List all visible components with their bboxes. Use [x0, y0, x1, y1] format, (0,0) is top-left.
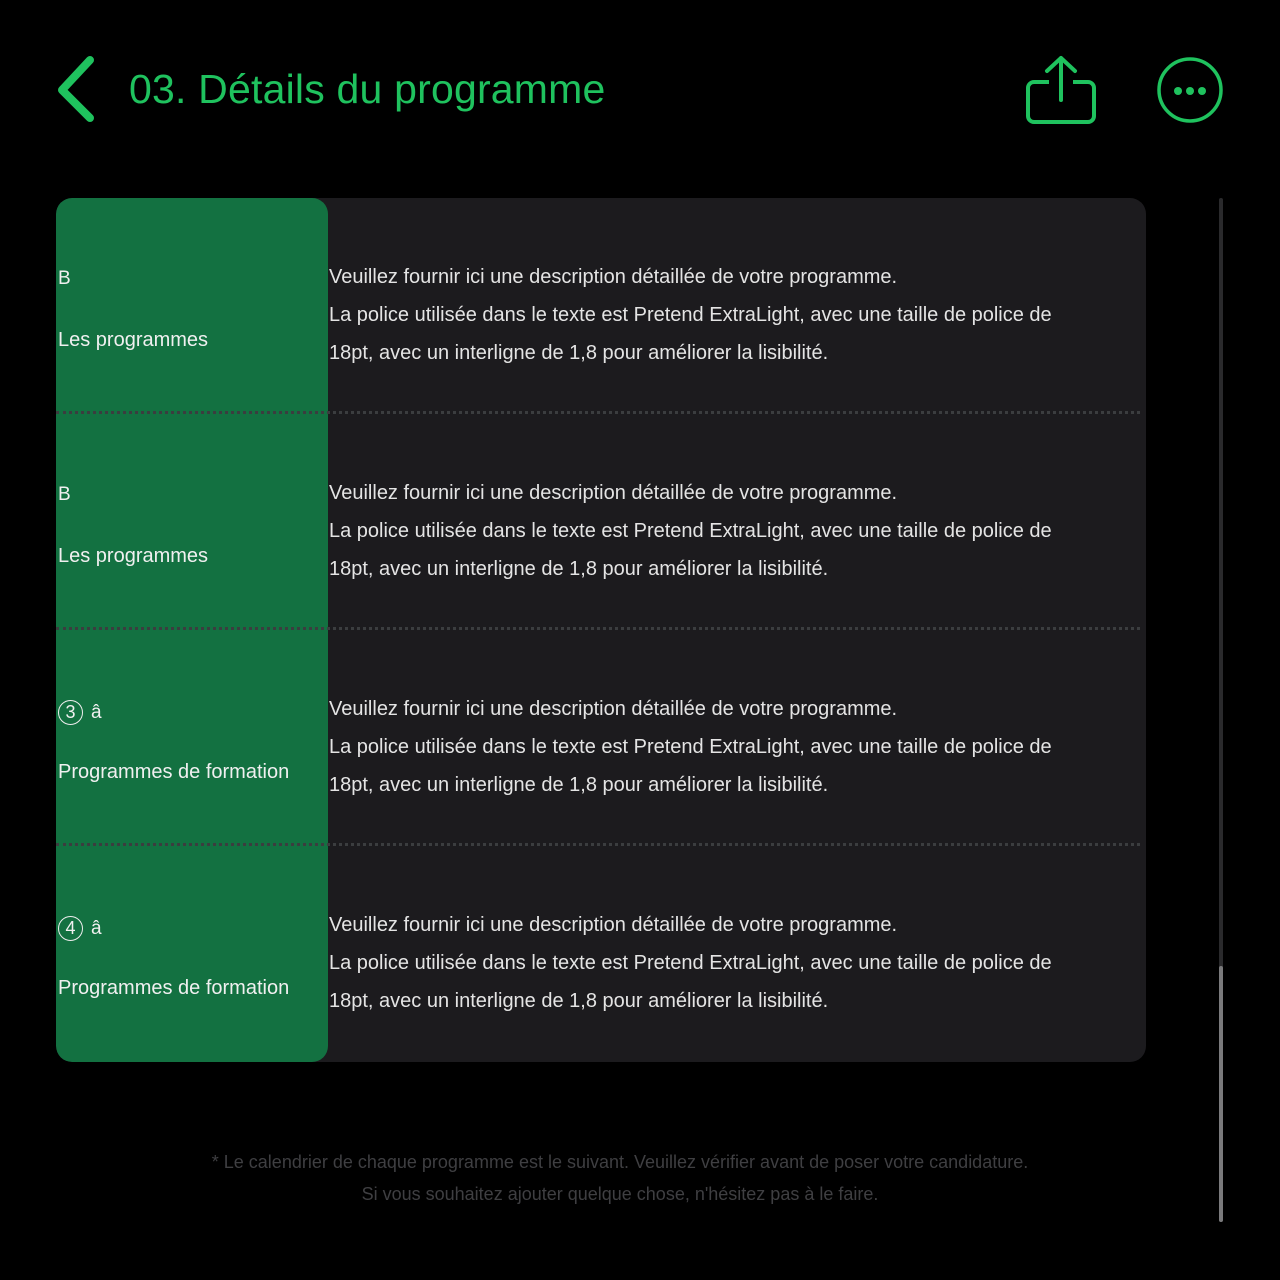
description-line: Veuillez fournir ici une description détaillée de votre programme.	[329, 266, 898, 288]
row-label: Programmes de formation	[58, 977, 290, 999]
description-line: 18pt, avec un interligne de 1,8 pour améliorer la lisibilité.	[329, 342, 829, 364]
footer-note	[0, 1146, 1240, 1210]
footer-line-1: * Le calendrier de chaque programme est le suivant. Veuillez vérifier avant de poser votre candidature.	[211, 1152, 1029, 1172]
share-icon	[1024, 54, 1098, 128]
description-line: La police utilisée dans le texte est Pretend ExtraLight, avec une taille de police de	[329, 304, 1052, 326]
row-badge	[58, 484, 71, 506]
description-line: 18pt, avec un interligne de 1,8 pour améliorer la lisibilité.	[329, 990, 829, 1012]
description-line: 18pt, avec un interligne de 1,8 pour améliorer la lisibilité.	[329, 774, 829, 796]
row-badge	[58, 268, 71, 290]
row-badge	[58, 916, 102, 941]
row-description	[329, 906, 1129, 1020]
more-icon	[1157, 57, 1223, 123]
badge-text: â	[91, 701, 102, 723]
row-label: Les programmes	[58, 329, 209, 351]
row-description	[329, 258, 1129, 372]
description-line: Veuillez fournir ici une description détaillée de votre programme.	[329, 698, 898, 720]
table-row	[56, 630, 1146, 846]
program-table	[56, 198, 1146, 1062]
row-label: Les programmes	[58, 545, 209, 567]
description-line: La police utilisée dans le texte est Pretend ExtraLight, avec une taille de police de	[329, 520, 1052, 542]
circled-number: 4	[58, 916, 83, 941]
description-line: La police utilisée dans le texte est Pretend ExtraLight, avec une taille de police de	[329, 952, 1052, 974]
description-line: Veuillez fournir ici une description détaillée de votre programme.	[329, 482, 898, 504]
chevron-left-icon	[52, 54, 100, 126]
badge-text: B	[58, 268, 71, 289]
table-row	[56, 846, 1146, 1062]
share-button[interactable]	[1024, 54, 1098, 128]
row-badge	[58, 700, 102, 725]
back-button[interactable]	[52, 54, 100, 126]
more-button[interactable]	[1157, 57, 1223, 123]
description-line: 18pt, avec un interligne de 1,8 pour améliorer la lisibilité.	[329, 558, 829, 580]
description-line: Veuillez fournir ici une description détaillée de votre programme.	[329, 914, 898, 936]
page-title: 03. Détails du programme	[129, 66, 606, 112]
table-row	[56, 414, 1146, 630]
scrollbar[interactable]	[1219, 198, 1223, 1222]
badge-text: â	[91, 917, 102, 939]
row-description	[329, 474, 1129, 588]
description-line: La police utilisée dans le texte est Pretend ExtraLight, avec une taille de police de	[329, 736, 1052, 758]
footer-line-2: Si vous souhaitez ajouter quelque chose, n'hésitez pas à le faire.	[361, 1184, 879, 1204]
scrollbar-thumb[interactable]	[1219, 966, 1223, 1222]
row-label: Programmes de formation	[58, 761, 290, 783]
badge-text: B	[58, 484, 71, 505]
row-description	[329, 690, 1129, 804]
table-row	[56, 198, 1146, 414]
circled-number: 3	[58, 700, 83, 725]
